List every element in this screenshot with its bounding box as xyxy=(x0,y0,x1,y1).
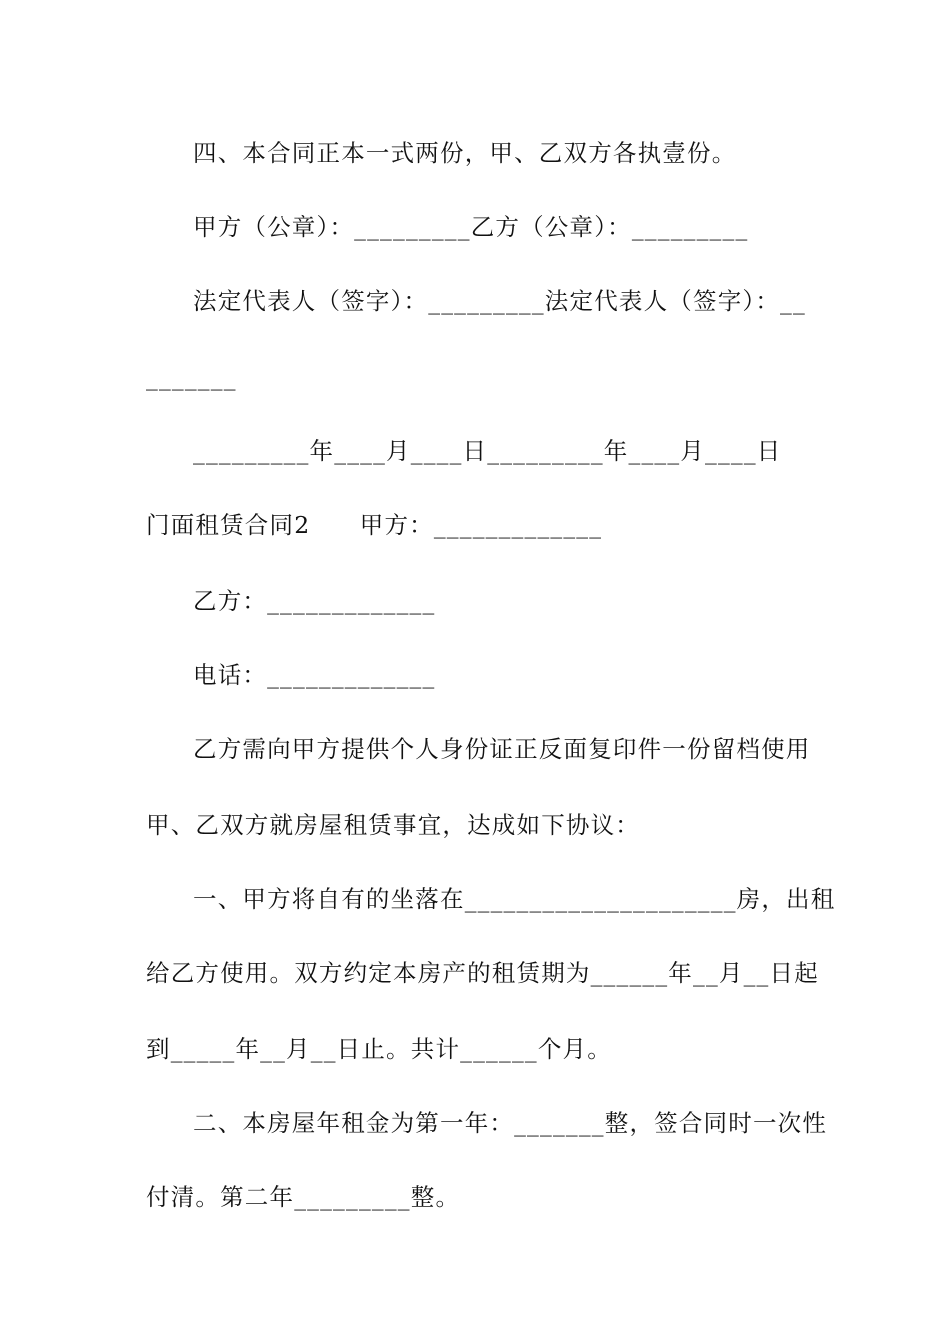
party-b-line: 乙方：_____________ xyxy=(193,587,436,615)
legal-representative-line: 法定代表人（签字）：_________法定代表人（签字）：__ xyxy=(193,287,806,315)
legal-representative-line-cont: _______ xyxy=(146,363,237,391)
clause-four-copies: 四、本合同正本一式两份，甲、乙双方各执壹份。 xyxy=(193,139,737,167)
phone-line: 电话：_____________ xyxy=(193,661,436,689)
date-line: _________年____月____日_________年____月____日 xyxy=(193,437,782,465)
party-seal-line: 甲方（公章）：_________乙方（公章）：_________ xyxy=(193,213,749,241)
clause-two-rent: 二、本房屋年租金为第一年：_______整，签合同时一次性 xyxy=(193,1109,828,1137)
clause-one-term-end: 到_____年__月__日止。共计______个月。 xyxy=(146,1035,612,1063)
agreement-intro: 甲、乙双方就房屋租赁事宜，达成如下协议： xyxy=(146,811,640,839)
clause-two-second-year: 付清。第二年_________整。 xyxy=(146,1183,461,1211)
clause-one-location: 一、甲方将自有的坐落在_____________________房，出租 xyxy=(193,885,836,913)
clause-one-lease-term: 给乙方使用。双方约定本房产的租赁期为______年__月__日起 xyxy=(146,959,819,987)
id-copy-requirement: 乙方需向甲方提供个人身份证正反面复印件一份留档使用 xyxy=(193,735,811,763)
contract-title-party-a: 门面租赁合同2 甲方：_____________ xyxy=(146,511,603,539)
